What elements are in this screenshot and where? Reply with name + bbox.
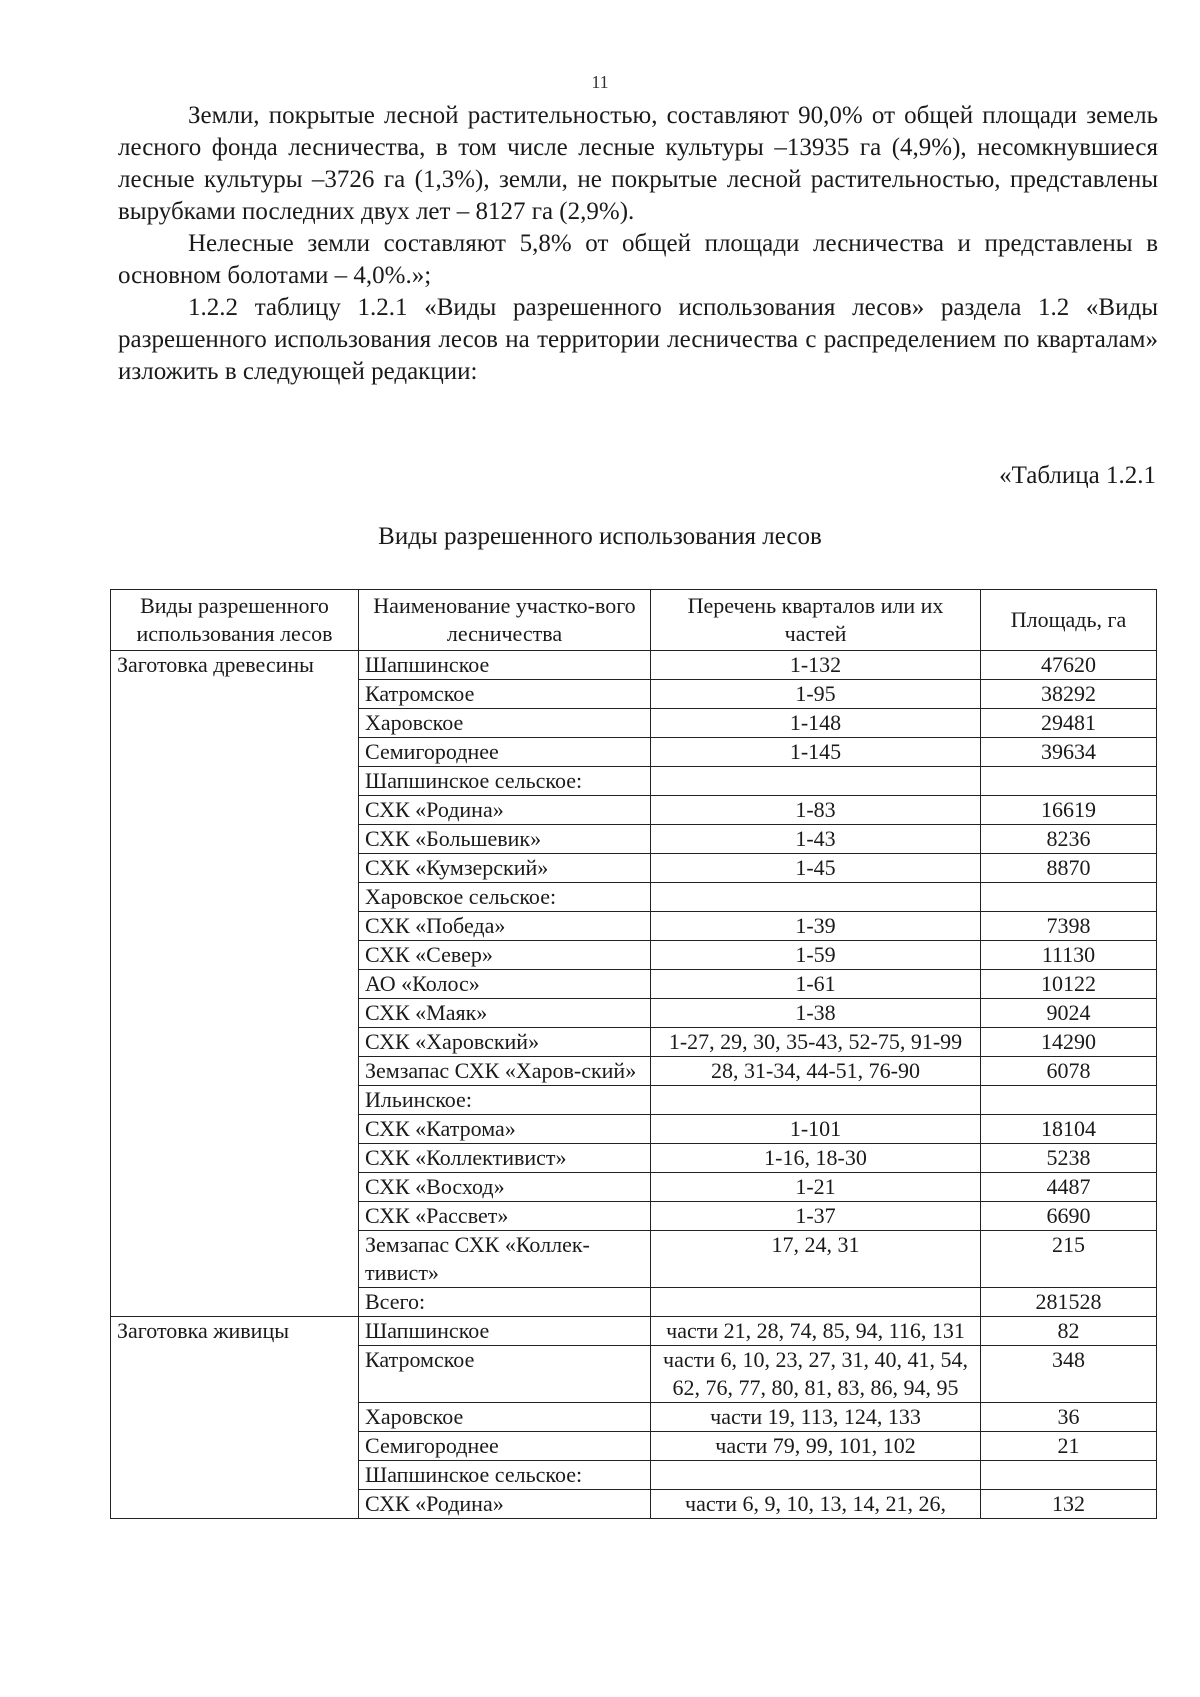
forestry-cell: Шапшинское: [359, 1317, 651, 1346]
header-area: Площадь, га: [981, 590, 1157, 651]
area-cell: 5238: [981, 1144, 1157, 1173]
quarters-cell: части 19, 113, 124, 133: [651, 1403, 981, 1432]
quarters-cell: [651, 883, 981, 912]
area-cell: [981, 1461, 1157, 1490]
quarters-cell: 1-95: [651, 680, 981, 709]
paragraph-nonforest-lands: Нелесные земли составляют 5,8% от общей площади лесничества и представлены в основном болотами – 4,0%.»;: [118, 230, 1158, 289]
forestry-cell: Харовское: [359, 709, 651, 738]
table-row: [111, 1317, 1157, 1346]
forestry-cell: СХК «Рассвет»: [359, 1202, 651, 1231]
forest-use-table: [110, 589, 1157, 1519]
forestry-cell: АО «Колос»: [359, 970, 651, 999]
quarters-cell: 28, 31-34, 44-51, 76-90: [651, 1057, 981, 1086]
quarters-cell: [651, 1086, 981, 1115]
area-cell: 47620: [981, 651, 1157, 680]
table-title: Виды разрешенного использования лесов: [378, 523, 822, 550]
area-cell: [981, 767, 1157, 796]
area-cell: 8870: [981, 854, 1157, 883]
table-header-row: [111, 590, 1157, 651]
forestry-cell: СХК «Кумзерский»: [359, 854, 651, 883]
quarters-cell: 1-83: [651, 796, 981, 825]
quarters-cell: 1-59: [651, 941, 981, 970]
forestry-cell: СХК «Победа»: [359, 912, 651, 941]
quarters-cell: 17, 24, 31: [651, 1231, 981, 1288]
header-use-type: Виды разрешенного использования лесов: [111, 590, 359, 651]
quarters-cell: 1-21: [651, 1173, 981, 1202]
forestry-cell: СХК «Катрома»: [359, 1115, 651, 1144]
forestry-cell: Ильинское:: [359, 1086, 651, 1115]
quarters-cell: 1-38: [651, 999, 981, 1028]
use-type-cell: Заготовка живицы: [111, 1317, 359, 1519]
page-number: 11: [591, 72, 609, 92]
quarters-cell: 1-45: [651, 854, 981, 883]
forestry-cell: СХК «Большевик»: [359, 825, 651, 854]
table-caption: «Таблица 1.2.1: [999, 462, 1156, 489]
area-cell: 11130: [981, 941, 1157, 970]
quarters-cell: 1-148: [651, 709, 981, 738]
forestry-cell: Шапшинское сельское:: [359, 767, 651, 796]
forestry-cell: Шапшинское: [359, 651, 651, 680]
quarters-cell: 1-43: [651, 825, 981, 854]
quarters-cell: 1-16, 18-30: [651, 1144, 981, 1173]
quarters-cell: 1-145: [651, 738, 981, 767]
quarters-cell: 1-132: [651, 651, 981, 680]
forestry-cell: СХК «Харовский»: [359, 1028, 651, 1057]
area-cell: 281528: [981, 1288, 1157, 1317]
area-cell: 39634: [981, 738, 1157, 767]
forestry-cell: СХК «Родина»: [359, 796, 651, 825]
area-cell: [981, 883, 1157, 912]
forestry-cell: Шапшинское сельское:: [359, 1461, 651, 1490]
forestry-cell: Земзапас СХК «Харов-ский»: [359, 1057, 651, 1086]
area-cell: 29481: [981, 709, 1157, 738]
quarters-cell: [651, 1288, 981, 1317]
quarters-cell: части 6, 9, 10, 13, 14, 21, 26,: [651, 1490, 981, 1519]
quarters-cell: 1-37: [651, 1202, 981, 1231]
forestry-cell: Харовское: [359, 1403, 651, 1432]
forestry-cell: Катромское: [359, 680, 651, 709]
table-body: [111, 651, 1157, 1519]
paragraph-forest-lands: Земли, покрытые лесной растительностью, составляют 90,0% от общей площади земель лесного фонда лесничества, в том числе лесные культуры –13935 га (4,9%), несомкнувшиеся лесные культуры –3726 га (1,3%), земли, не покрытые лесной растительностью, представлены вырубками последних двух лет – 8127 га (2,9%).: [118, 102, 1158, 225]
quarters-cell: 1-27, 29, 30, 35-43, 52-75, 91-99: [651, 1028, 981, 1057]
forestry-cell: Катромское: [359, 1346, 651, 1403]
body-text: [118, 100, 1158, 388]
table-row: [111, 651, 1157, 680]
area-cell: 82: [981, 1317, 1157, 1346]
area-cell: 36: [981, 1403, 1157, 1432]
area-cell: 10122: [981, 970, 1157, 999]
forestry-cell: Харовское сельское:: [359, 883, 651, 912]
area-cell: 6078: [981, 1057, 1157, 1086]
forestry-cell: Всего:: [359, 1288, 651, 1317]
header-quarters: Перечень кварталов или их частей: [651, 590, 981, 651]
forestry-cell: СХК «Коллективист»: [359, 1144, 651, 1173]
header-forestry: Наименование участко-вого лесничества: [359, 590, 651, 651]
area-cell: 215: [981, 1231, 1157, 1288]
quarters-cell: 1-39: [651, 912, 981, 941]
forestry-cell: СХК «Маяк»: [359, 999, 651, 1028]
forestry-cell: Семигороднее: [359, 1432, 651, 1461]
quarters-cell: части 79, 99, 101, 102: [651, 1432, 981, 1461]
area-cell: 8236: [981, 825, 1157, 854]
area-cell: 16619: [981, 796, 1157, 825]
area-cell: [981, 1086, 1157, 1115]
quarters-cell: 1-101: [651, 1115, 981, 1144]
area-cell: 38292: [981, 680, 1157, 709]
area-cell: 18104: [981, 1115, 1157, 1144]
area-cell: 132: [981, 1490, 1157, 1519]
paragraph-amendment: 1.2.2 таблицу 1.2.1 «Виды разрешенного использования лесов» раздела 1.2 «Виды разрешенного использования лесов на территории лесничества с распределением по кварталам» изложить в следующей редакции:: [118, 294, 1158, 385]
area-cell: 6690: [981, 1202, 1157, 1231]
area-cell: 9024: [981, 999, 1157, 1028]
quarters-cell: 1-61: [651, 970, 981, 999]
forestry-cell: СХК «Восход»: [359, 1173, 651, 1202]
area-cell: 14290: [981, 1028, 1157, 1057]
area-cell: 7398: [981, 912, 1157, 941]
forestry-cell: СХК «Родина»: [359, 1490, 651, 1519]
quarters-cell: части 6, 10, 23, 27, 31, 40, 41, 54, 62, 76, 77, 80, 81, 83, 86, 94, 95: [651, 1346, 981, 1403]
forestry-cell: Земзапас СХК «Коллек-тивист»: [359, 1231, 651, 1288]
forestry-cell: СХК «Север»: [359, 941, 651, 970]
quarters-cell: [651, 1461, 981, 1490]
area-cell: 21: [981, 1432, 1157, 1461]
quarters-cell: [651, 767, 981, 796]
forestry-cell: Семигороднее: [359, 738, 651, 767]
quarters-cell: части 21, 28, 74, 85, 94, 116, 131: [651, 1317, 981, 1346]
use-type-cell: Заготовка древесины: [111, 651, 359, 1317]
area-cell: 348: [981, 1346, 1157, 1403]
area-cell: 4487: [981, 1173, 1157, 1202]
